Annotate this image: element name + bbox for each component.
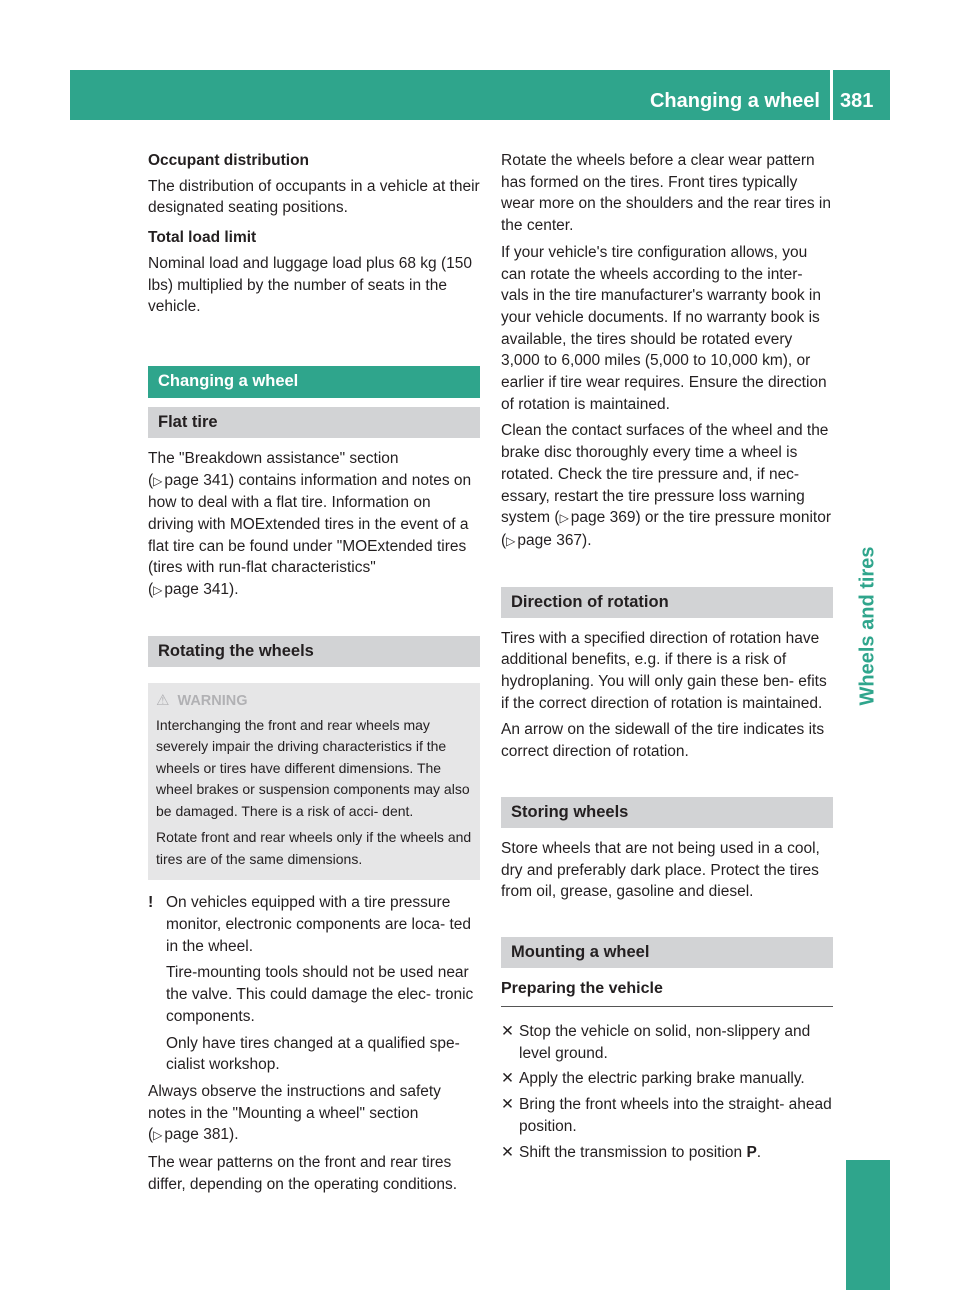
term-occupant-distribution: Occupant distribution — [148, 152, 310, 169]
section-heading-flat-tire: Flat tire — [148, 407, 480, 438]
flat-tire-text-1: The "Breakdown assistance" section — [148, 449, 399, 467]
warning-box — [148, 683, 480, 881]
step-item — [501, 1094, 833, 1137]
note-block — [148, 892, 480, 1076]
step-marker-icon: ✕ — [501, 1022, 514, 1040]
note-text-3: Only have tires changed at a qualified spe- cialist workshop. — [166, 1034, 460, 1074]
step-marker-icon: ✕ — [501, 1096, 514, 1114]
section-heading-changing-a-wheel: Changing a wheel — [148, 366, 480, 398]
definition-total-load-limit: Nominal load and luggage load plus 68 kg (150 lbs) multiplied by the number of seats in the vehicle. — [148, 254, 473, 316]
flat-tire-text-2[interactable]: (▷ page 341) contains information and notes on how to deal with a flat tire. Information on driving with MOExtended tires in the event of a flat tire can be found under "MOExtended tires (tires with run-flat characteristics" — [148, 471, 472, 577]
step-marker-icon: ✕ — [501, 1070, 514, 1088]
step-text: Stop the vehicle on solid, non-slippery and level ground. — [519, 1022, 811, 1062]
warning-header — [156, 691, 472, 711]
storing-text: Store wheels that are not being used in a cool, dry and preferably dark place. Protect the tires from oil, grease, gasoline and diesel. — [501, 839, 820, 901]
warning-label: WARNING — [177, 692, 248, 709]
rotate-text-3 — [501, 420, 833, 552]
section-heading-storing-wheels: Storing wheels — [501, 797, 833, 828]
step-text-end: . — [756, 1143, 762, 1161]
section-heading-direction-of-rotation: Direction of rotation — [501, 587, 833, 618]
warning-text-2: Rotate front and rear wheels only if the wheels and tires are of the same dimensions. — [156, 829, 472, 867]
page-reference-triangle-icon: ▷ — [559, 511, 569, 526]
chapter-tab-label: Wheels and tires — [856, 546, 879, 706]
exclamation-icon: ! — [148, 894, 154, 912]
rotate-text-3a: Clean the contact surfaces of the wheel and the brake disc thoroughly every time a wheel is rotated. Check the tire pressure and, if nec- essary, restart the tire pressure loss warning system ( — [501, 422, 829, 527]
flat-tire-page-ref: page 341). — [164, 581, 239, 599]
observe-text-1: Always observe the instructions and safety notes in the "Mounting a wheel" section — [148, 1082, 441, 1122]
page-title: Changing a wheel — [649, 90, 820, 112]
page-reference-triangle-icon: ▷ — [506, 533, 516, 548]
chapter-marker-block — [846, 1160, 890, 1290]
step-item — [501, 1021, 833, 1064]
section-heading-rotating-the-wheels: Rotating the wheels — [148, 636, 480, 667]
page-reference-triangle-icon: ▷ — [153, 473, 163, 488]
rotate-text-2: If your vehicle's tire configuration allows, you can rotate the wheels according to the inter- vals in the tire manufacturer's warranty book in your vehicle documents. If no warranty book is available, the tires should be rotated every 3,000 to 6,000 miles (5,000 to 10,000 km), or earlier if tire wear requires. Ensure the direction of rotation is maintained. — [501, 243, 827, 413]
definition-occupant-distribution: The distribution of occupants in a vehicle at their designated seating positions. — [148, 177, 480, 217]
page-reference-triangle-icon: ▷ — [153, 1128, 163, 1143]
page-number: 381 — [840, 90, 874, 112]
term-total-load-limit: Total load limit — [148, 229, 257, 247]
note-text-2: Tire-mounting tools should not be used near the valve. This could damage the elec- tronic components. — [166, 964, 474, 1025]
page-reference-triangle-icon: ▷ — [153, 583, 163, 598]
transmission-position: P — [746, 1143, 757, 1161]
step-text: Bring the front wheels into the straight- ahead position. — [519, 1096, 832, 1135]
section-heading-mounting-a-wheel: Mounting a wheel — [501, 937, 833, 968]
flat-tire-reference-text: page 341) contains information and notes on how to deal with a flat tire. Information on driving with MOExtended tires in the event of a flat tire can be found under "MOExtended tires (tires with run-flat characteristics" — [148, 471, 472, 577]
warning-triangle-icon: ⚠ — [156, 691, 170, 709]
direction-text-2: An arrow on the sidewall of the tire indicates its correct direction of rotation. — [501, 721, 825, 761]
observe-page-ref: page 381). — [164, 1126, 239, 1144]
chapter-tab — [846, 546, 890, 706]
rotate-text-1: Rotate the wheels before a clear wear pattern has formed on the tires. Front tires typically wear more on the shoulders and the rear tires in the center. — [501, 152, 831, 235]
wear-pattern-text: The wear patterns on the front and rear tires differ, depending on the operating conditions. — [148, 1154, 458, 1193]
step-marker-icon: ✕ — [501, 1143, 514, 1161]
step-text: Shift the transmission to position — [519, 1143, 747, 1161]
flat-tire-text-3[interactable]: (▷ page 341). — [148, 579, 480, 602]
subheading-preparing-the-vehicle: Preparing the vehicle — [501, 978, 833, 1007]
rotate-text-3c[interactable]: page 367). — [517, 531, 592, 549]
warning-text-1: Interchanging the front and rear wheels may severely impair the driving characteristics if the wheels or tires have different dimensions. The wheel brakes or suspension components may also be damaged. There is a risk of acci- dent. — [156, 716, 470, 819]
right-column — [501, 150, 833, 1167]
rotate-text-3b[interactable]: page 369) or the tire pressure monitor ( — [501, 509, 831, 549]
left-column — [148, 150, 480, 1200]
direction-text-1: Tires with a specified direction of rotation have additional benefits, e.g. if there is a risk of hydroplaning. You will only gain these ben- efits if the correct direction of rotation is maintained. — [501, 629, 827, 712]
step-text: Apply the electric parking brake manually. — [519, 1070, 805, 1088]
step-item — [501, 1068, 833, 1090]
observe-text-2[interactable]: (▷ page 381). — [148, 1124, 480, 1147]
header-divider — [830, 70, 833, 120]
note-text-1: On vehicles equipped with a tire pressure monitor, electronic components are loca- ted in the wheel. — [166, 894, 471, 955]
step-item — [501, 1142, 833, 1164]
